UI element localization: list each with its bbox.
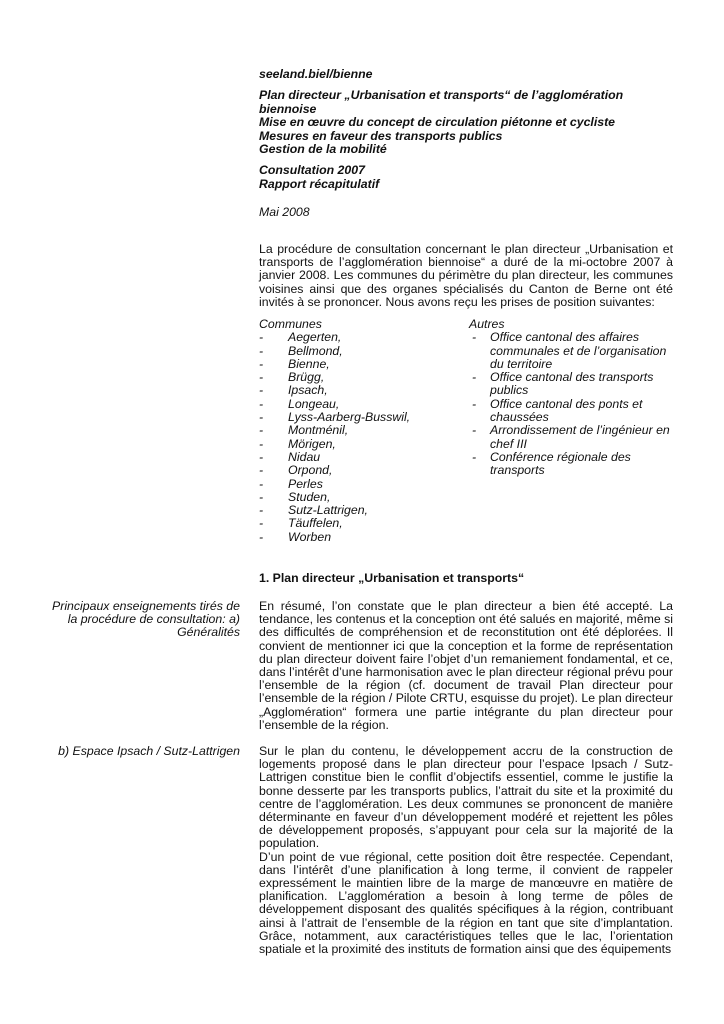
list-item — [259, 331, 459, 344]
list-dash: - — [259, 343, 264, 358]
list-item — [259, 531, 459, 544]
list-item-text: Longeau, — [288, 396, 340, 411]
autres-list — [469, 318, 673, 478]
section-heading: 1. Plan directeur „Urbanisation et transports“ — [259, 571, 525, 585]
list-item-text: Studen, — [288, 489, 331, 504]
list-item — [259, 371, 459, 384]
margin-note-generalites: Principaux enseignements tirés de la procédure de consultation: a) Généralités — [52, 599, 240, 640]
list-item — [259, 504, 459, 517]
list-item — [469, 424, 673, 451]
list-dash: - — [259, 370, 264, 385]
list-dash: - — [259, 449, 264, 464]
list-item-text: Worben — [288, 529, 332, 544]
list-item — [469, 331, 673, 371]
list-dash: - — [259, 529, 264, 544]
communes-list — [259, 318, 459, 544]
autres-items — [469, 331, 673, 477]
list-item — [259, 478, 459, 491]
list-item — [259, 345, 459, 358]
document-title — [259, 89, 673, 157]
list-dash: - — [259, 356, 264, 371]
list-item — [259, 398, 459, 411]
list-item-text: Office cantonal des affaires communales et de l’organisation du territoire — [490, 330, 667, 371]
list-item-text: Lyss-Aarberg-Busswil, — [288, 410, 411, 425]
list-item — [259, 451, 459, 464]
paragraph-ipsach-1: Sur le plan du contenu, le développement accru de la construction de logements proposé dans le plan directeur pour l’espace Ipsach / Sutz-Lattrigen constitue bien le conflit d’objectifs essentiel, comme le justifie la bonne desserte par les transports publics, l’attrait du site et la proximité du centre de l’agglomération. Les deux communes se prononcent de manière déterminante en faveur d’un développement modéré et rejettent les pôles de développement proposés, s’appuyant pour cela sur la majorité de la population. — [259, 744, 673, 851]
list-item-text: Brügg, — [288, 370, 325, 385]
list-dash: - — [472, 396, 477, 411]
report-label: Rapport récapitulatif — [259, 176, 380, 191]
list-item-text: Ipsach, — [288, 383, 328, 398]
list-dash: - — [259, 410, 264, 425]
section-ipsach — [259, 745, 673, 956]
list-item — [259, 464, 459, 477]
list-item — [259, 424, 459, 437]
list-item — [259, 384, 459, 397]
list-item — [259, 411, 459, 424]
list-item-text: Orpond, — [288, 463, 333, 478]
list-dash: - — [259, 423, 264, 438]
communes-heading: Communes — [259, 317, 322, 331]
list-dash: - — [472, 330, 477, 345]
list-item-text: Mörigen, — [288, 436, 336, 451]
list-item — [469, 398, 673, 425]
communes-items — [259, 331, 459, 544]
list-item-text: Täuffelen, — [288, 516, 343, 531]
list-dash: - — [472, 423, 477, 438]
paragraph-generalites: En résumé, l’on constate que le plan directeur a bien été accepté. La tendance, les contenus et la conception ont été salués en majorité, même si des difficultés de compréhension et de reconstitution ont été déplorées. Il convient de mentionner ici que la conception et la forme de représentation du plan directeur doivent faire l’objet d’un remaniement fondamental, et ce, dans l’intérêt d’une harmonisation avec le plan directeur régional prévu pour l’ensemble de la région (cf. document de travail Plan directeur pour l’ensemble de la région / Pilote CRTU, esquisse du projet). Le plan directeur „Agglomération“ formera une partie intégrante du plan directeur pour l’ensemble de la région. — [259, 599, 673, 732]
list-item — [259, 517, 459, 530]
title-line: Mesures en faveur des transports publics — [259, 128, 503, 143]
consultation-block — [259, 164, 673, 191]
list-item — [259, 438, 459, 451]
consultation-label: Consultation 2007 — [259, 163, 365, 177]
list-item-text: Conférence régionale des transports — [490, 449, 631, 478]
list-dash: - — [259, 476, 264, 491]
list-item-text: Office cantonal des transports publics — [490, 370, 654, 398]
title-line: Mise en œuvre du concept de circulation piétonne et cycliste — [259, 115, 616, 129]
list-dash: - — [259, 489, 264, 504]
list-dash: - — [259, 436, 264, 451]
list-item — [259, 358, 459, 371]
title-line: biennoise — [259, 101, 317, 116]
autres-heading: Autres — [469, 317, 505, 331]
list-item-text: Nidau — [288, 449, 321, 464]
list-item — [469, 451, 673, 478]
title-line: Plan directeur „Urbanisation et transports“ de l’agglomération — [259, 88, 624, 102]
title-line: Gestion de la mobilité — [259, 142, 387, 156]
list-item-text: Bellmond, — [288, 343, 343, 358]
list-item-text: Sutz-Lattrigen, — [288, 503, 368, 518]
list-item-text: Bienne, — [288, 356, 330, 371]
site-name: seeland.biel/bienne — [259, 67, 373, 81]
list-dash: - — [472, 370, 477, 385]
margin-note-ipsach: b) Espace Ipsach / Sutz-Lattrigen — [58, 744, 240, 758]
list-item — [259, 491, 459, 504]
list-dash: - — [259, 330, 264, 345]
list-dash: - — [259, 516, 264, 531]
list-item-text: Perles — [288, 476, 323, 491]
list-dash: - — [259, 396, 264, 411]
list-item-text: Montménil, — [288, 423, 349, 438]
list-dash: - — [259, 383, 264, 398]
document-date: Mai 2008 — [259, 205, 310, 219]
list-item — [469, 371, 673, 398]
list-item-text: Arrondissement de l’ingénieur en chef III — [490, 423, 670, 451]
list-item-text: Office cantonal des ponts et chaussées — [490, 396, 643, 425]
list-dash: - — [259, 463, 264, 478]
paragraph-ipsach-2: D’un point de vue régional, cette position doit être respectée. Cependant, dans l’intérêt d’une planification à long terme, il convient de rappeler expressément le maintien libre de la marge de manœuvre en matière de planification. L’agglomération a besoin à long terme de pôles de développement disposant des qualités spécifiques à la région, contribuant ainsi à l’attrait de l’ensemble de la région en tant que site d’implantation. Grâce, notamment, aux caractéristiques telles que le lac, l’orientation spatiale et la proximité des instituts de formation ainsi que des équipements — [259, 849, 673, 957]
list-dash: - — [472, 449, 477, 464]
intro-paragraph: La procédure de consultation concernant le plan directeur „Urbanisation et transports de l’agglomération biennoise“ a duré de la mi-octobre 2007 à janvier 2008. Les communes du périmètre du plan directeur, les communes voisines ainsi que des organes spécialisés du Canton de Berne ont été invités à se prononcer. Nous avons reçu les prises de position suivantes: — [259, 242, 673, 309]
list-dash: - — [259, 503, 264, 518]
list-item-text: Aegerten, — [288, 330, 342, 345]
